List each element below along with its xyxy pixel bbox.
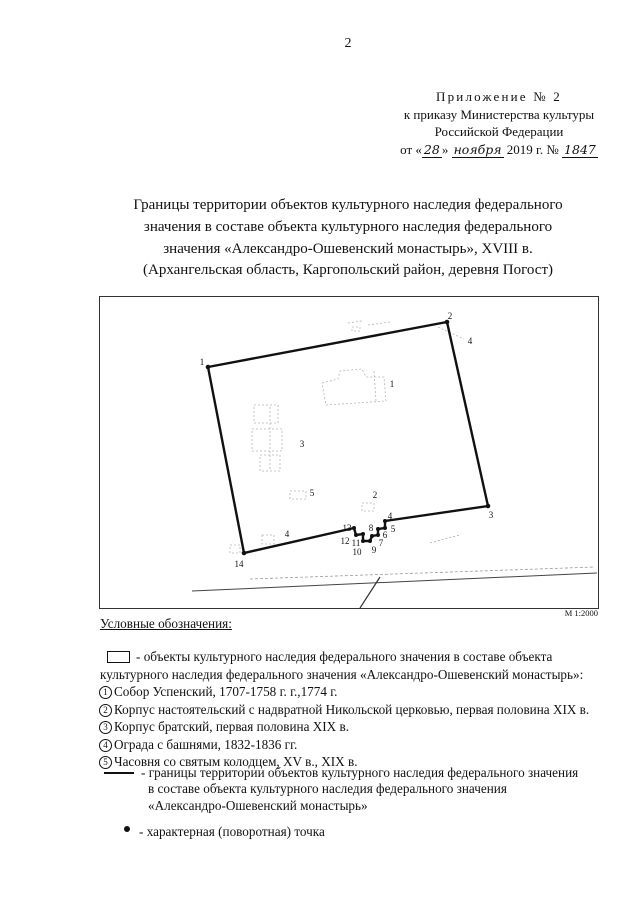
date-prefix: от « <box>400 141 422 157</box>
turning-point <box>361 532 365 536</box>
object-number-badge: 3 <box>99 721 112 734</box>
object-label-chapel: 5 <box>309 488 315 498</box>
point-label-13: 13 <box>342 523 352 533</box>
territory-boundary <box>208 322 488 553</box>
point-label-4: 4 <box>387 511 393 521</box>
building-outline <box>252 429 282 451</box>
title-line: значения в составе объекта культурного наследия федерального <box>143 218 553 235</box>
turning-point <box>242 551 247 556</box>
document-title <box>68 195 628 282</box>
turning-point <box>368 539 372 543</box>
building-outline <box>374 371 376 401</box>
legend-objects <box>99 648 619 771</box>
boundary-line-symbol <box>104 772 134 774</box>
legend-object-item <box>99 701 619 719</box>
road-edge <box>192 573 597 591</box>
point-label-2: 2 <box>447 311 453 321</box>
legend-text: в составе объекта культурного наследия федерального значения <box>148 781 507 797</box>
appendix-block <box>389 88 609 158</box>
turning-point <box>486 504 491 509</box>
territory-map <box>99 296 599 609</box>
road-edge <box>430 535 460 543</box>
turning-point <box>206 365 211 370</box>
object-item-text: Собор Успенский, 1707-1758 г. г.,1774 г. <box>114 684 338 699</box>
point-label-1: 1 <box>199 357 205 367</box>
territory-map-drawing <box>100 297 598 608</box>
point-label-14: 14 <box>234 559 244 569</box>
appendix-heading: Приложение № 2 <box>436 89 562 104</box>
legend-object-item <box>99 683 619 701</box>
point-label-6: 6 <box>382 530 388 540</box>
legend-object-item <box>99 718 619 736</box>
turning-point <box>376 533 380 537</box>
legend-point-desc: - характерная (поворотная) точка <box>139 824 325 839</box>
legend-text: - границы территории объектов культурного наследия федерального значения <box>141 764 579 780</box>
title-line: (Архангельская область, Каргопольский район, деревня Погост) <box>143 262 553 279</box>
object-item-text: Корпус братский, первая половина XIX в. <box>114 719 350 734</box>
map-scale: М 1:2000 <box>564 608 598 618</box>
road <box>192 535 597 608</box>
legend-text: - объекты культурного наследия федерального значения в составе объекта <box>136 649 553 664</box>
object-number-badge: 4 <box>99 739 112 752</box>
object-labels <box>285 336 473 539</box>
object-label-brethren-building: 3 <box>299 439 305 449</box>
point-label-3: 3 <box>488 510 494 520</box>
legend-boundary <box>141 765 621 815</box>
object-item-text: Ограда с башнями, 1832-1836 гг. <box>114 736 298 752</box>
object-item-text: Корпус настоятельский с надвратной Никольской церковью, первая половина XIX в. <box>114 701 590 717</box>
order-number-handwritten: 1847 <box>564 141 596 157</box>
appendix-order-line: к приказу Министерства культуры <box>403 106 595 122</box>
object-label-fence: 4 <box>467 336 473 346</box>
building-outline <box>254 405 278 423</box>
title-line: значения «Александро-Ошевенский монастырь», XVIII в. <box>163 240 533 257</box>
building-outline <box>322 369 386 405</box>
object-label-cathedral: 1 <box>389 379 395 389</box>
object-label-fence: 4 <box>284 529 290 539</box>
object-item-text: Часовня со святым колодцем, XV в., XIX в. <box>114 754 358 769</box>
road-edge <box>360 577 380 608</box>
turning-point <box>352 526 356 530</box>
turning-point <box>376 527 380 531</box>
object-label-abbot-building: 2 <box>372 490 378 500</box>
legend-objects-desc <box>99 648 619 666</box>
building-outline <box>230 545 240 553</box>
appendix-country-line: Российской Федерации <box>434 124 564 139</box>
appendix-date-line <box>389 141 609 159</box>
turning-point <box>361 539 365 543</box>
date-month-handwritten: ноября <box>453 141 502 157</box>
point-label-11: 11 <box>351 538 361 548</box>
building-outline <box>290 491 306 499</box>
point-label-8: 8 <box>368 523 374 533</box>
legend-text: «Александро-Ошевенский монастырь» <box>148 797 368 813</box>
date-close-quote: » <box>441 141 449 157</box>
object-number-badge: 5 <box>99 756 112 769</box>
point-label-10: 10 <box>352 547 362 557</box>
object-symbol <box>107 651 130 663</box>
title-line: Границы территории объектов культурного наследия федерального <box>133 197 563 213</box>
point-labels <box>200 311 494 569</box>
point-label-7: 7 <box>378 538 384 548</box>
turning-point <box>370 534 374 538</box>
legend-object-item <box>99 736 619 754</box>
date-day-handwritten: 28 <box>423 141 440 157</box>
turning-points <box>206 320 491 556</box>
turning-point <box>354 533 358 537</box>
building-outline <box>362 503 374 511</box>
page-number: 2 <box>344 36 352 51</box>
turning-point <box>383 519 387 523</box>
date-year-part: 2019 г. № <box>506 141 559 157</box>
road-edge <box>250 567 595 579</box>
building-outline <box>262 535 274 544</box>
object-number-badge: 2 <box>99 704 112 717</box>
building-outline <box>352 327 360 331</box>
legend-text: культурного наследия федерального значения «Александро-Ошевенский монастырь»: <box>100 666 584 682</box>
legend-objects-desc-cont <box>99 666 619 684</box>
building-outline <box>368 322 390 325</box>
turning-point-symbol <box>124 826 130 832</box>
point-label-12: 12 <box>340 536 350 546</box>
legend-heading: Условные обозначения: <box>100 616 232 631</box>
building-outline <box>348 321 362 323</box>
point-label-9: 9 <box>371 545 377 555</box>
point-label-5: 5 <box>390 524 396 534</box>
object-number-badge: 1 <box>99 686 112 699</box>
